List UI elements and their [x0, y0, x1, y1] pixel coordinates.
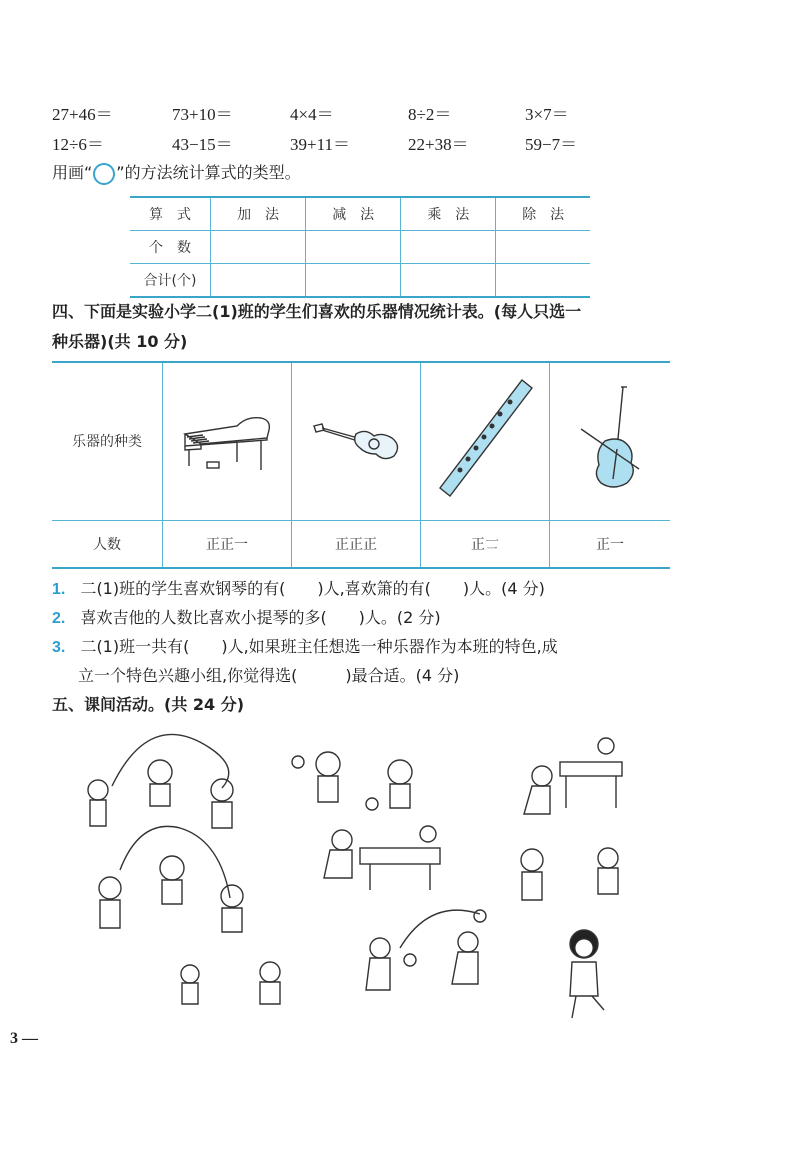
section-4-title	[52, 297, 581, 357]
section-5-title: 五、课间活动。(共 24 分)	[52, 695, 245, 714]
circle-icon	[93, 163, 115, 185]
ping-pong-table-icon	[524, 738, 622, 814]
row-label: 乐器的种类	[52, 362, 163, 520]
table-cell[interactable]	[306, 231, 401, 264]
flute-cell	[421, 362, 550, 520]
piano-icon	[177, 404, 277, 474]
kids-icon	[521, 848, 618, 900]
operation-count-table	[130, 196, 590, 298]
table-cell[interactable]	[211, 264, 306, 298]
equation: 22+38＝	[408, 135, 469, 154]
question	[52, 632, 558, 663]
equation: 43−15＝	[172, 135, 233, 154]
table-cell[interactable]	[496, 264, 590, 298]
question-text: 喜欢吉他的人数比喜欢小提琴的多( )人。(2 分)	[80, 608, 441, 627]
violin-icon	[565, 379, 655, 499]
question-text: 二(1)班的学生喜欢钢琴的有( )人,喜欢箫的有( )人。(4 分)	[80, 579, 545, 598]
question-text: 立一个特色兴趣小组,你觉得选( )最合适。(4 分)	[78, 666, 460, 685]
equation: 3×7＝	[525, 105, 569, 124]
tally-cell: 正一	[550, 520, 671, 568]
badminton-kids-icon	[292, 752, 412, 810]
flute-icon	[430, 374, 540, 504]
table-header: 乘 法	[401, 197, 496, 231]
table-header: 除 法	[496, 197, 590, 231]
instruction-after: ”的方法统计算式的类型。	[116, 163, 301, 182]
table-cell[interactable]	[306, 264, 401, 298]
violin-cell	[550, 362, 671, 520]
jump-rope-group-icon	[99, 826, 243, 932]
table-cell[interactable]	[401, 231, 496, 264]
badminton-kids-icon	[366, 910, 486, 990]
table-header: 加 法	[211, 197, 306, 231]
table-header: 算 式	[130, 197, 211, 231]
table-header: 减 法	[306, 197, 401, 231]
question-number: 1.	[52, 581, 66, 598]
guitar-cell	[292, 362, 421, 520]
question-number: 2.	[52, 610, 66, 627]
tally-cell: 正𠄟	[421, 520, 550, 568]
row-label: 合计(个)	[130, 264, 211, 298]
tally-cell: 正正一	[163, 520, 292, 568]
row-label: 人数	[52, 520, 163, 568]
table-cell[interactable]	[401, 264, 496, 298]
instruction	[52, 160, 301, 185]
kids-icon	[181, 962, 280, 1004]
equation: 4×4＝	[290, 105, 334, 124]
instruction-before: 用画“	[52, 163, 93, 182]
row-label: 个 数	[130, 231, 211, 264]
girl-kicking-icon	[570, 930, 604, 1018]
question-number: 3.	[52, 639, 66, 656]
equation: 27+46＝	[52, 105, 113, 124]
equation: 12÷6＝	[52, 135, 104, 154]
equation: 39+11＝	[290, 135, 350, 154]
piano-cell	[163, 362, 292, 520]
guitar-icon	[306, 404, 406, 474]
equation: 8÷2＝	[408, 105, 452, 124]
equation: 59−7＝	[525, 135, 578, 154]
section-4-title-line1: 四、下面是实验小学二(1)班的学生们喜欢的乐器情况统计表。(每人只选一	[52, 302, 582, 321]
table-cell[interactable]	[496, 231, 590, 264]
instrument-table	[52, 361, 670, 569]
jump-rope-group-icon	[88, 734, 233, 828]
tally-cell: 正正正	[292, 520, 421, 568]
children-activities-illustration	[80, 728, 640, 1028]
section-4-title-line2: 种乐器)(共 10 分)	[52, 332, 188, 351]
question-text: 二(1)班一共有( )人,如果班主任想选一种乐器作为本班的特色,成	[80, 637, 558, 656]
question	[52, 603, 441, 634]
question	[52, 574, 545, 605]
table-cell[interactable]	[211, 231, 306, 264]
question	[78, 661, 459, 691]
ping-pong-table-icon	[324, 826, 440, 890]
equation: 73+10＝	[172, 105, 233, 124]
page-number: 3 —	[10, 1030, 38, 1047]
